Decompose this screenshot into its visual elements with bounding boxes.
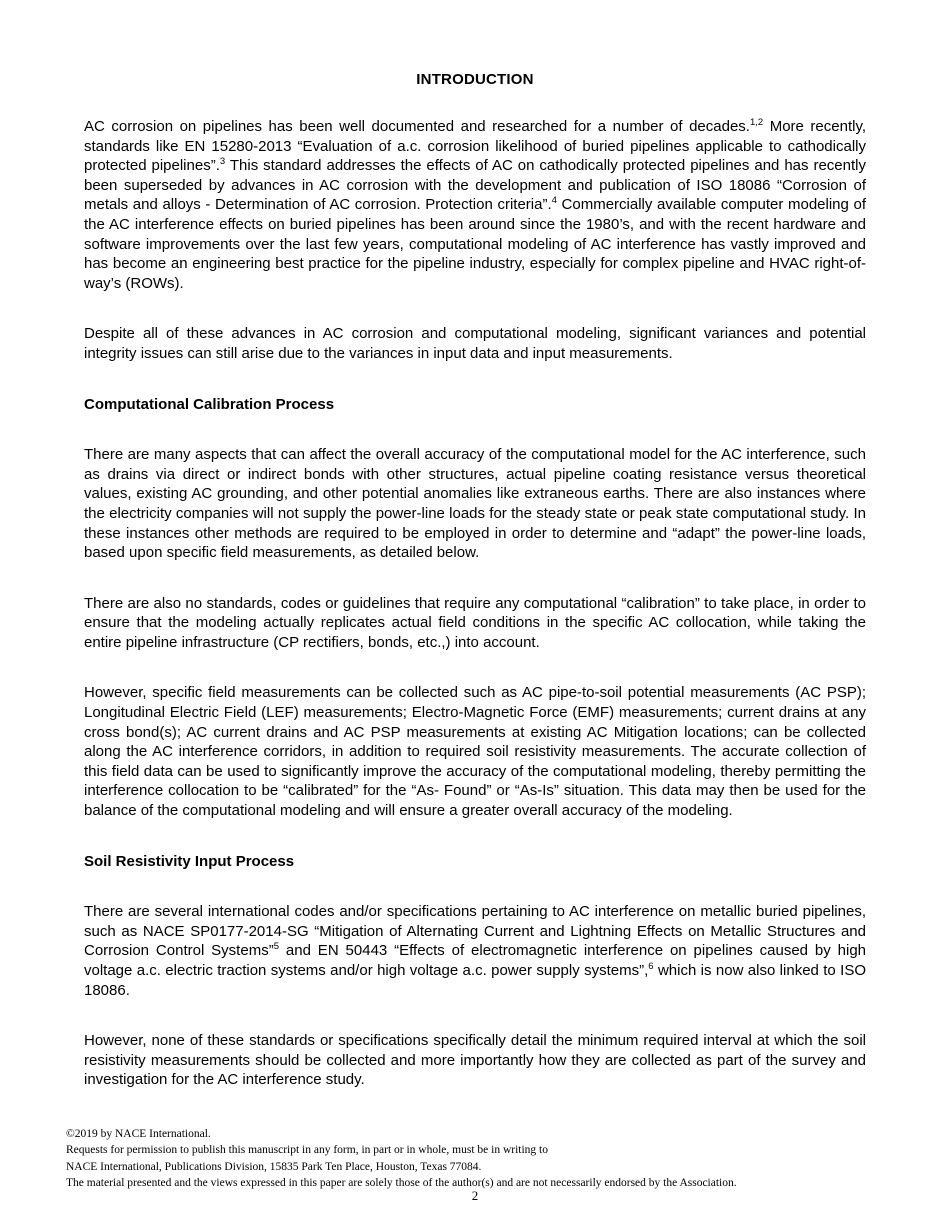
footer-line-permission: Requests for permission to publish this manuscript in any form, in part or in whole, must be in writing to bbox=[66, 1144, 548, 1157]
paragraph-spacer bbox=[84, 890, 866, 902]
paragraph-intro-2: Despite all of these advances in AC corrosion and computational modeling, significant variances and potential integrity issues can still arise due to the variances in input data and input measurements. bbox=[84, 325, 866, 362]
paragraph-spacer bbox=[84, 671, 866, 683]
footer-line-copyright: ©2019 by NACE International. bbox=[66, 1128, 211, 1140]
paragraph-spacer bbox=[84, 582, 866, 594]
paragraph-text: and EN 50443 “Effects of electromagnetic interference on pipelines caused by high voltage a.c. electric traction systems and/or high voltage a.c. power supply systems”, bbox=[84, 942, 867, 979]
paragraph-calibration-1: There are many aspects that can affect the overall accuracy of the computational model for the AC interference, such as drains via direct or indirect bonds with other structures, actual pipeline coating resistance versus theoretical values, existing AC grounding, and other potential anomalies like extraneous earths. There are also instances where the electricity companies will not supply the power-line loads for the steady state or peak state computational study. In these instances other methods are required to be employed in order to determine and “adapt” the power-line loads, based upon specific field measurements, as detailed below. bbox=[84, 446, 866, 562]
footnote-ref-6: 6 bbox=[648, 961, 654, 972]
page-number: 2 bbox=[471, 1188, 479, 1203]
document-content bbox=[84, 70, 866, 1090]
paragraph-spacer bbox=[84, 433, 866, 445]
paragraph-text: This standard addresses the effects of AC on cathodically protected pipelines and has recently been superseded by advances in AC corrosion with the development and publication of ISO 18086 “Corrosion of metals and alloys - Determination of AC corrosion. Protection criteria”. bbox=[84, 157, 866, 214]
paragraph-text: More recently, standards like EN 15280-2013 “Evaluation of a.c. corrosion likelihood of buried pipelines applicable to cathodically protected pipelines”. bbox=[84, 118, 866, 175]
footnote-ref-3: 3 bbox=[219, 156, 226, 168]
paragraph-spacer bbox=[84, 383, 866, 395]
paragraph-text: which is now also linked to ISO 18086. bbox=[84, 962, 866, 999]
paragraph-text: Commercially available computer modeling of the AC interference effects on buried pipelines has been around since the 1980’s, and with the recent hardware and software improvements over the last few years, computational modeling of AC interference has vastly improved and has become an engineering best practice for the pipeline industry, especially for complex pipeline and HVAC right-of-way’s (ROWs). bbox=[84, 196, 866, 292]
footnote-ref-5: 5 bbox=[273, 941, 279, 953]
paragraph-soil-1 bbox=[84, 902, 866, 1000]
paragraph-intro-1 bbox=[84, 117, 866, 293]
section-heading-computational-calibration-process: Computational Calibration Process bbox=[84, 395, 335, 413]
footer-line-address: NACE International, Publications Division, 15835 Park Ten Place, Houston, Texas 77084. bbox=[66, 1160, 482, 1173]
paragraph-spacer bbox=[84, 312, 866, 324]
footnote-ref-4: 4 bbox=[551, 195, 557, 207]
paragraph-spacer bbox=[84, 1019, 866, 1031]
paragraph-calibration-2: There are also no standards, codes or guidelines that require any computational “calibration” to take place, in order to ensure that the modeling actually replicates actual field conditions in the specific AC collocation, while taking the entire pipeline infrastructure (CP rectifiers, bonds, etc.,) into account. bbox=[84, 594, 866, 651]
footnote-ref-1-2: 1,2 bbox=[749, 117, 764, 128]
paragraph-spacer bbox=[84, 840, 866, 852]
paragraph-text: There are several international codes and/or specifications pertaining to AC interference on metallic buried pipelines, such as NACE SP0177-2014-SG “Mitigation of Alternating Current and Lightning Effects on Metallic Structures and Corrosion Control Systems” bbox=[84, 903, 866, 960]
copyright-footer bbox=[66, 1126, 886, 1192]
paragraph-text: AC corrosion on pipelines has been well documented and researched for a number of decades. bbox=[84, 118, 750, 135]
paragraph-calibration-3: However, specific field measurements can be collected such as AC pipe-to-soil potential measurements (AC PSP); Longitudinal Electric Field (LEF) measurements; Electro-Magnetic Force (EMF) measurements; current drains at any cross bond(s); AC current drains and AC PSP measurements at existing AC Mitigation locations; can be collected along the AC interference corridors, in addition to required soil resistivity measurements. The accurate collection of this field data can be used to significantly improve the accuracy of the computational modeling, thereby permitting the interference collocation to be “calibrated” for the “As- Found” or “As-Is” situation. This data may then be used for the balance of the computational modeling and will ensure a greater overall accuracy of the modeling. bbox=[84, 684, 866, 820]
footer-line-disclaimer: The material presented and the views expressed in this paper are solely those of the author(s) and are not necessarily endorsed by the Association. bbox=[66, 1177, 737, 1190]
paragraph-soil-2: However, none of these standards or specifications specifically detail the minimum required interval at which the soil resistivity measurements should be collected and more importantly how they are collected as part of the survey and investigation for the AC interference study. bbox=[84, 1032, 866, 1089]
page-title: INTRODUCTION bbox=[416, 71, 534, 88]
section-heading-soil-resistivity-input-process: Soil Resistivity Input Process bbox=[84, 852, 295, 870]
